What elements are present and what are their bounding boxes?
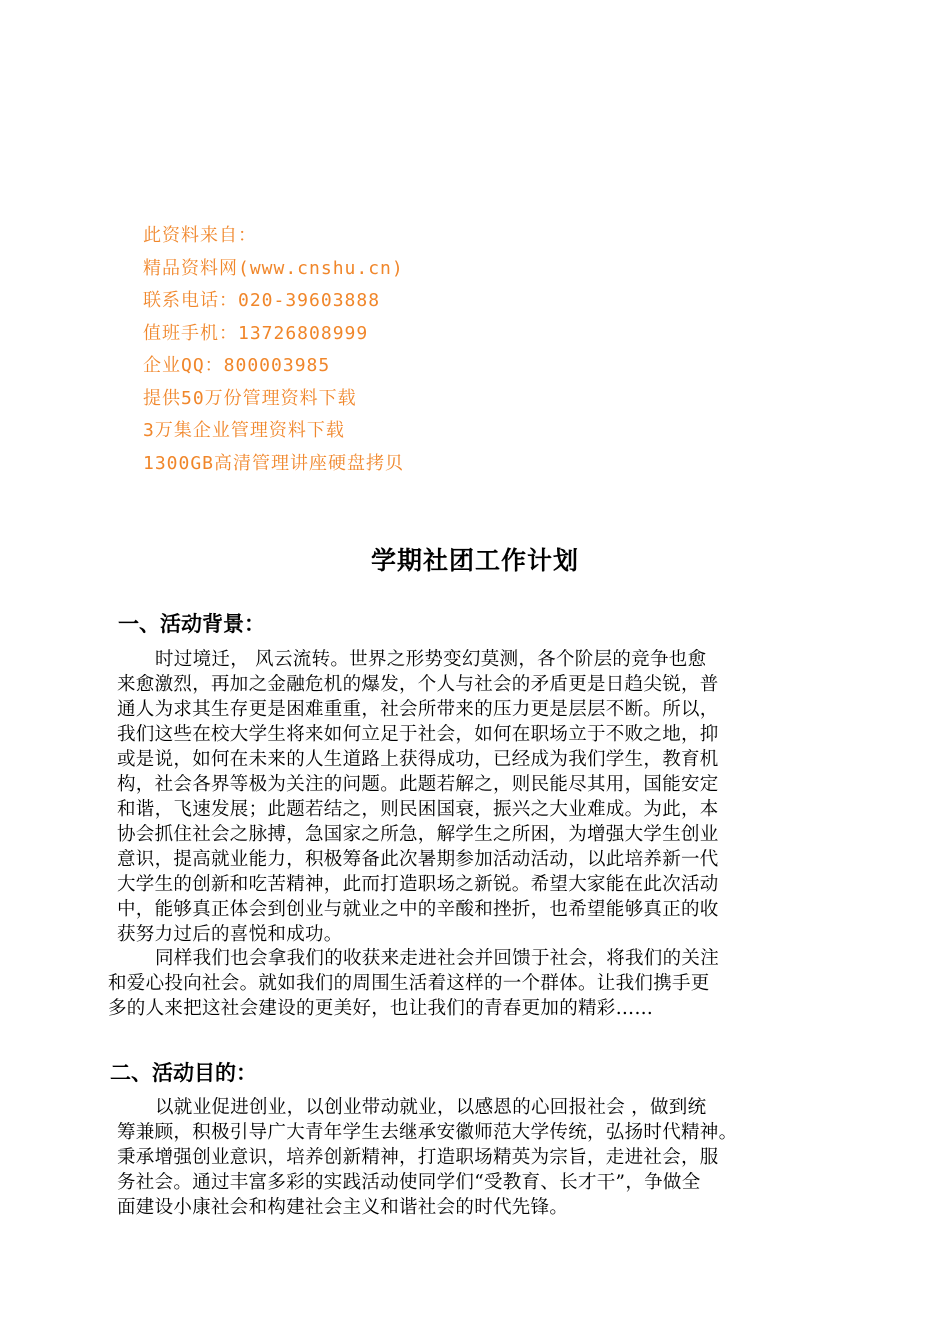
promo-line-website: 精品资料网(www.cnshu.cn) bbox=[143, 257, 404, 279]
paragraph-line: 以就业促进创业，以创业带动就业，以感恩的心回报社会 ，做到统 bbox=[155, 1097, 707, 1118]
paragraph-line: 面建设小康社会和构建社会主义和谐社会的时代先锋。 bbox=[117, 1197, 569, 1218]
paragraph-line: 来愈激烈，再加之金融危机的爆发，个人与社会的矛盾更是日趋尖锐，普 bbox=[117, 674, 719, 695]
paragraph-line: 筹兼顾，积极引导广大青年学生去继承安徽师范大学传统，弘扬时代精神。 bbox=[117, 1122, 738, 1143]
paragraph-line: 通人为求其生存更是困难重重，社会所带来的压力更是层层不断。所以， bbox=[117, 699, 719, 720]
promo-line-phone: 联系电话：020-39603888 bbox=[143, 290, 381, 311]
purpose-paragraph bbox=[117, 1095, 737, 1220]
paragraph-line: 意识，提高就业能力，积极筹备此次暑期参加活动活动，以此培养新一代 bbox=[117, 849, 719, 870]
paragraph-line: 中，能够真正体会到创业与就业之中的辛酸和挫折，也希望能够真正的收 bbox=[117, 899, 719, 920]
paragraph-line: 时过境迁， 风云流转。世界之形势变幻莫测，各个阶层的竞争也愈 bbox=[155, 649, 707, 670]
document-title: 学期社团工作计划 bbox=[370, 546, 579, 575]
background-paragraph-2 bbox=[108, 946, 719, 1021]
paragraph-line: 我们这些在校大学生将来如何立足于社会，如何在职场立于不败之地，抑 bbox=[117, 724, 719, 745]
promo-line-offer-1: 提供50万份管理资料下载 bbox=[143, 387, 357, 409]
paragraph-line: 协会抓住社会之脉搏，急国家之所急，解学生之所困，为增强大学生创业 bbox=[117, 824, 719, 845]
background-paragraph-1 bbox=[117, 647, 719, 947]
section-heading-background: 一、活动背景： bbox=[118, 612, 265, 636]
paragraph-line: 和爱心投向社会。就如我们的周围生活着这样的一个群体。让我们携手更 bbox=[108, 973, 710, 994]
paragraph-line: 大学生的创新和吃苦精神，此而打造职场之新锐。希望大家能在此次活动 bbox=[117, 874, 719, 895]
paragraph-line: 多的人来把这社会建设的更美好，也让我们的青春更加的精彩…… bbox=[108, 998, 654, 1019]
paragraph-line: 构，社会各界等极为关注的问题。此题若解之，则民能尽其用，国能安定 bbox=[117, 774, 719, 795]
promo-line-qq: 企业QQ：800003985 bbox=[143, 355, 331, 376]
source-info-block bbox=[143, 220, 404, 480]
paragraph-line: 和谐，飞速发展；此题若结之，则民困国衰，振兴之大业难成。为此，本 bbox=[117, 799, 719, 820]
promo-line-offer-3: 1300GB高清管理讲座硬盘拷贝 bbox=[143, 452, 405, 474]
section-heading-purpose: 二、活动目的： bbox=[110, 1061, 257, 1085]
promo-line-source: 此资料来自： bbox=[143, 225, 257, 246]
promo-line-offer-2: 3万集企业管理资料下载 bbox=[143, 420, 345, 441]
paragraph-line: 务社会。通过丰富多彩的实践活动使同学们“受教育、长才干”，争做全 bbox=[117, 1172, 701, 1193]
paragraph-line: 同样我们也会拿我们的收获来走进社会并回馈于社会，将我们的关注 bbox=[155, 948, 720, 969]
promo-line-mobile: 值班手机：13726808999 bbox=[143, 322, 369, 344]
paragraph-line: 秉承增强创业意识，培养创新精神，打造职场精英为宗旨，走进社会，服 bbox=[117, 1147, 719, 1168]
paragraph-line: 获努力过后的喜悦和成功。 bbox=[117, 924, 343, 945]
paragraph-line: 或是说，如何在未来的人生道路上获得成功，已经成为我们学生，教育机 bbox=[117, 749, 719, 770]
